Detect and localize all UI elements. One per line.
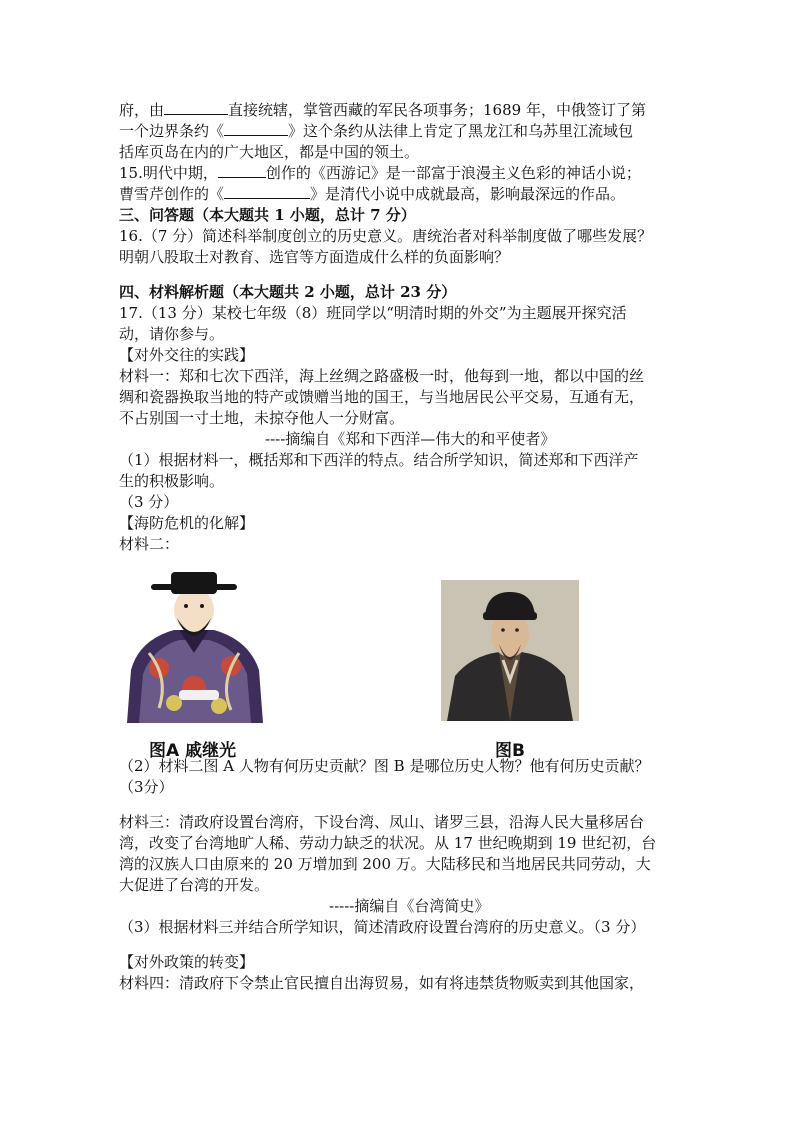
material-3-line-3: 湾的汉族人口由原来的 20 万增加到 200 万。大陆移民和当地居民共同劳动，大	[119, 855, 651, 873]
material-4-line-1: 材料四：清政府下令禁止官民擅自出海贸易，如有将违禁货物贩卖到其他国家，	[119, 974, 645, 992]
question-2-line-1: （2）材料二图 A 人物有何历史贡献？图 B 是哪位历史人物？他有何历史贡献？	[119, 757, 650, 775]
question-1-line-2: 生的积极影响。	[119, 472, 225, 490]
figure-a-caption: 图A 戚继光	[149, 741, 237, 761]
answer-blank[interactable]	[218, 163, 266, 178]
material-3-line-2: 湾，改变了台湾地旷人稀、劳动力缺乏的状况。从 17 世纪晚期到 19 世纪初，台	[119, 834, 657, 852]
portrait-qi-jiguang-image	[119, 558, 269, 723]
q14-line-2: 一个边界条约《 》这个条约从法律上肯定了黑龙江和乌苏里江流域包	[119, 122, 634, 140]
question-1-line-3: （3 分）	[119, 493, 179, 511]
part-3-heading: 【对外政策的转变】	[119, 953, 255, 971]
q14-line-3: 括库页岛在内的广大地区，都是中国的领土。	[119, 143, 420, 161]
question-3-line-1: （3）根据材料三并结合所学知识，简述清政府设置台湾府的历史意义。（3 分）	[119, 918, 646, 936]
q16-line-2: 明朝八股取士对教育、选官等方面造成什么样的负面影响？	[119, 248, 510, 266]
q17-intro-2: 动，请你参与。	[119, 325, 225, 343]
question-1-line-1: （1）根据材料一，概括郑和下西洋的特点。结合所学知识，简述郑和下西洋产	[119, 451, 639, 469]
material-2-figures	[119, 558, 687, 761]
q14-line-1: 府，由 直接统辖，掌管西藏的军民各项事务；1689 年，中俄签订了第	[119, 101, 646, 119]
figure-b-caption: 图B	[495, 741, 525, 761]
exam-page	[119, 100, 687, 994]
material-1-line-3: 不占别国一寸土地，未掠夺他人一分财富。	[119, 409, 405, 427]
material-3-line-4: 大促进了台湾的开发。	[119, 876, 270, 894]
q17-intro-1: 17.（13 分）某校七年级（8）班同学以“明清时期的外交”为主题展开探究活	[119, 304, 627, 322]
material-2-label: 材料二：	[119, 535, 180, 553]
material-3-source: -----摘编自《台湾简史》	[329, 897, 490, 915]
question-2-line-2: （3分）	[119, 778, 174, 796]
answer-blank[interactable]	[224, 121, 288, 136]
part-2-heading: 【海防危机的化解】	[119, 514, 255, 532]
q16-line-1: 16.（7 分）简述科举制度创立的历史意义。唐统治者对科举制度做了哪些发展？	[119, 227, 653, 245]
material-1-line-2: 绸和瓷器换取当地的特产或馈赠当地的国王，与当地居民公平交易，互通有无，	[119, 388, 645, 406]
material-1-source: ----摘编自《郑和下西洋—伟大的和平使者》	[265, 430, 556, 448]
section-4-title: 四、材料解析题（本大题共 2 小题，总计 23 分）	[119, 283, 457, 301]
material-1-line-1: 材料一：郑和七次下西洋，海上丝绸之路盛极一时，他每到一地，都以中国的丝	[119, 367, 645, 385]
section-3-title: 三、问答题（本大题共 1 小题，总计 7 分）	[119, 206, 416, 224]
q15-line-2: 曹雪芹创作的《 》是清代小说中成就最高，影响最深远的作品。	[119, 185, 626, 203]
answer-blank[interactable]	[164, 100, 228, 115]
portrait-figure-b-image	[441, 580, 579, 721]
q15-line-1: 15.明代中期， 创作的《西游记》是一部富于浪漫主义色彩的神话小说；	[119, 164, 641, 182]
part-1-heading: 【对外交往的实践】	[119, 346, 255, 364]
answer-blank[interactable]	[224, 184, 310, 199]
material-3-line-1: 材料三：清政府设置台湾府，下设台湾、凤山、诸罗三县，沿海人民大量移居台	[119, 813, 645, 831]
